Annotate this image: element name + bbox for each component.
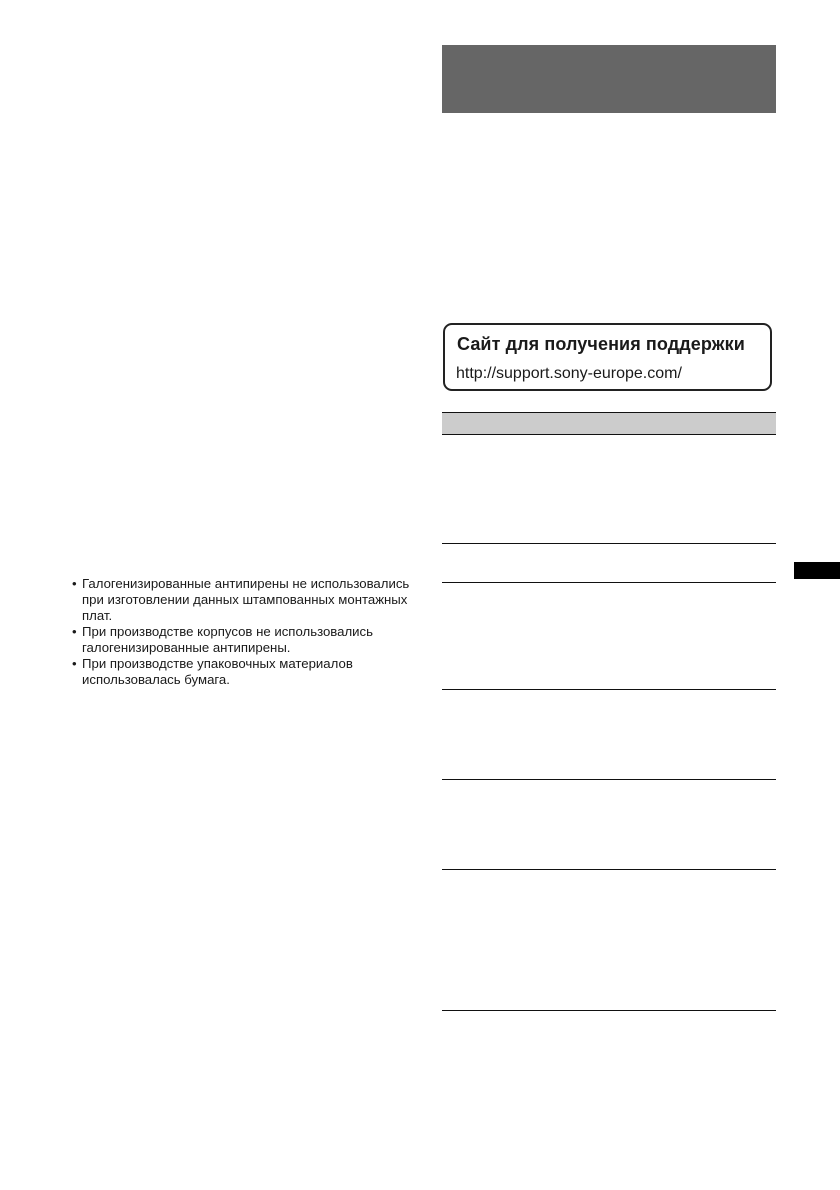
table-row-divider [442,689,776,690]
table-row-divider [442,779,776,780]
table-row-divider [442,869,776,870]
table-row-divider [442,582,776,583]
table-row-divider [442,543,776,544]
list-item-text: При производстве корпусов не использовались галогенизированные антипирены. [82,624,374,655]
support-site-url[interactable]: http://support.sony-europe.com/ [456,365,682,382]
list-item [66,624,416,656]
support-site-title: Сайт для получения поддержки [457,334,745,354]
bullet-icon: • [72,624,77,639]
bullet-icon: • [72,576,77,591]
list-item-text: При производстве упаковочных материалов использовалась бумага. [82,656,353,687]
list-item [66,576,416,624]
list-item-text: Галогенизированные антипирены не использовались при изготовлении данных штампованных монтажных плат. [82,576,410,623]
bullet-icon: • [72,656,77,671]
language-side-tab [794,562,840,579]
table-header [442,412,776,435]
list-item [66,656,416,688]
section-header-block [442,45,776,113]
environment-notes-list [66,576,416,688]
table-row-divider [442,1010,776,1011]
